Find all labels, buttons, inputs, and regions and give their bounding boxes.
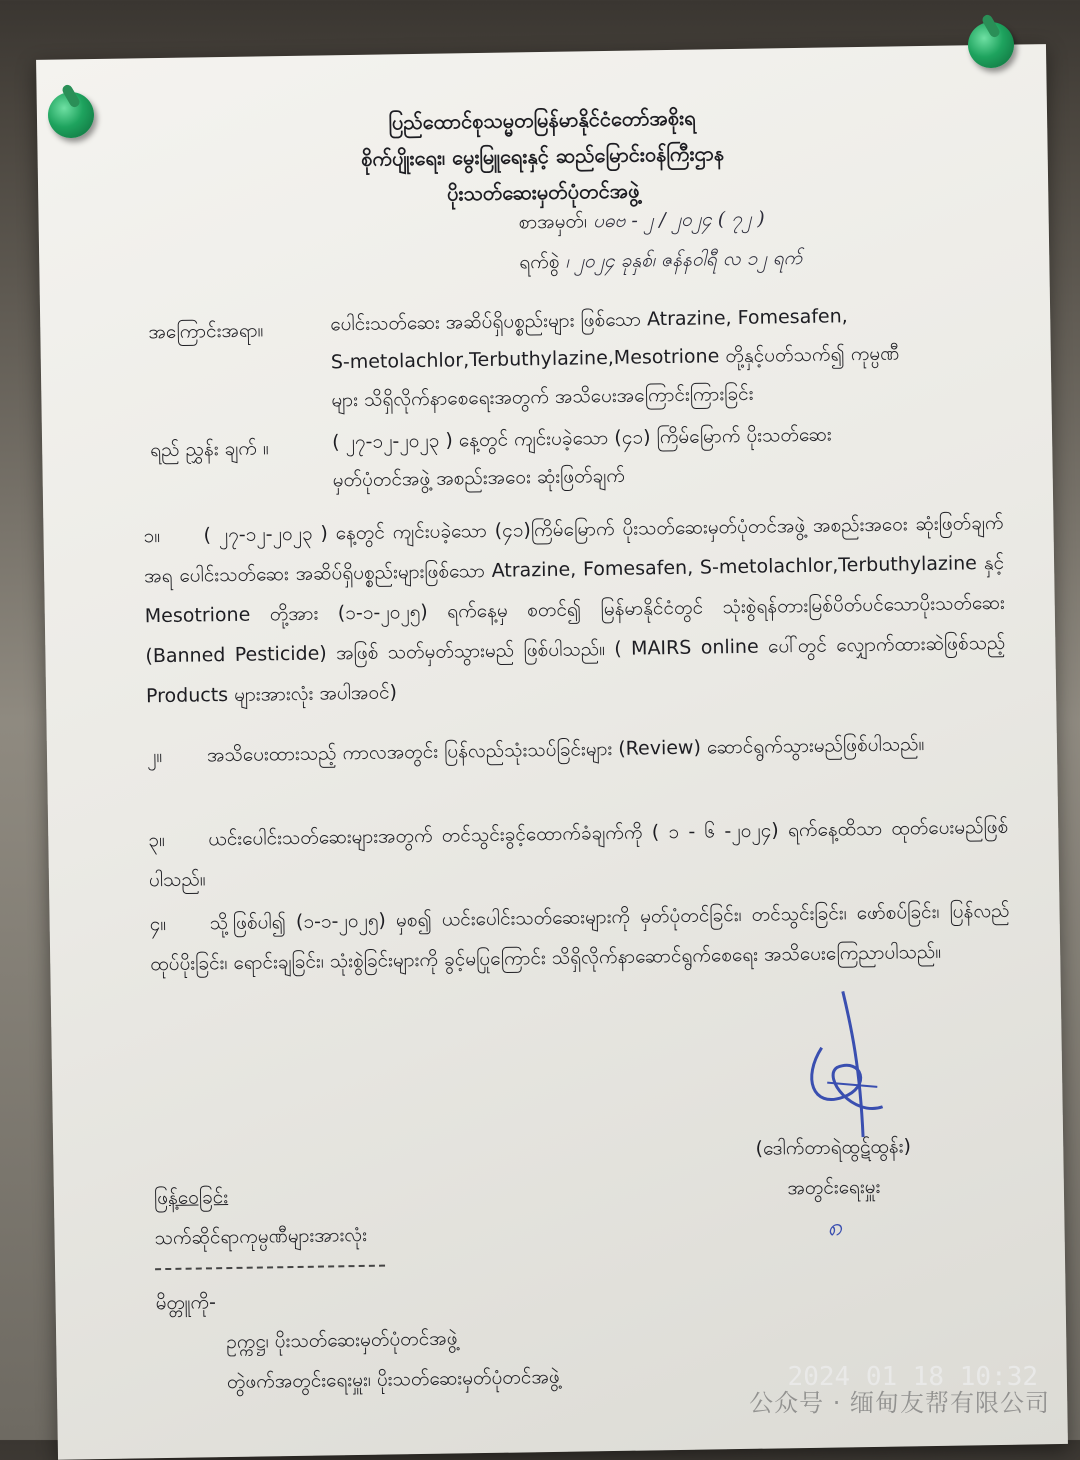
reference-note-text xyxy=(332,413,1013,500)
paragraph-text: ယင်းပေါင်းသတ်ဆေးများအတွက် တင်သွင်းခွင့်ထောက်ခံချက်ကို ( ၁ - ၆ -၂၀၂၄) ရက်နေ့ထိသာ ထုတ်ပေးမည်ဖြစ်ပါသည်။ xyxy=(148,815,1009,892)
distribution-heading: ဖြန့်ဝေခြင်း xyxy=(153,1186,229,1210)
letterhead-line-government: ပြည်ထောင်စုသမ္မတမြန်မာနိုင်ငံတော်အစိုးရ xyxy=(388,105,696,135)
pushpin-icon xyxy=(48,92,94,138)
signatory-name: (ဒေါက်တာရဲထွဋ်ထွန်း) xyxy=(755,1135,912,1160)
subject-label: အကြောင်းအရာ။ xyxy=(148,319,264,344)
copy-recipient: တွဲဖက်အတွင်းရေးမှူး၊ ပိုးသတ်ဆေးမှတ်ပုံတင်အဖွဲ့ xyxy=(226,1365,560,1394)
handwritten-signature xyxy=(781,986,903,1148)
reference-note-line: မှတ်ပုံတင်အဖွဲ့ အစည်းအဝေး ဆုံးဖြတ်ချက် xyxy=(332,464,626,492)
subject-line: S-metolachlor,Terbuthylazine,Mesotrione တို့နှင့်ပတ်သက်၍ ကုမ္ပဏီ xyxy=(330,342,900,374)
subject-line: များ သိရှိလိုက်နာစေရေးအတွက် အသိပေးအကြောင်းကြားခြင်း xyxy=(331,382,754,412)
letterhead-line-ministry: စိုက်ပျိုးရေး၊ မွေးမြူရေးနှင့် ဆည်မြောင်းဝန်ကြီးဌာန xyxy=(360,141,725,171)
source-watermark: 公众号 · 缅甸友帮有限公司 xyxy=(749,1389,1050,1417)
paragraph-1 xyxy=(143,503,1006,716)
copy-recipient: ဥက္ကဋ္ဌ၊ ပိုးသတ်ဆေးမှတ်ပုံတင်အဖွဲ့ xyxy=(226,1327,458,1354)
paragraph-number: ၃။ xyxy=(148,829,165,852)
letterhead-line-board: ပိုးသတ်ဆေးမှတ်ပုံတင်အဖွဲ့ xyxy=(446,178,640,206)
letter-number-label: စာအမှတ်၊ xyxy=(518,210,588,234)
copy-heading: မိတ္တူကို- xyxy=(155,1291,217,1315)
paragraph-3 xyxy=(148,807,1009,900)
letter-number-value: ပဓဗ - ၂ / ၂၀၂၄ ( ၇၂ ) xyxy=(592,207,765,233)
letterhead xyxy=(37,94,1049,218)
paragraph-number: ၄။ xyxy=(149,912,167,936)
distribution-block xyxy=(154,1175,368,1258)
date-value: ၊ ၂၀၂၄ ခုနှစ်၊ ဇန်နဝါရီ လ ၁၂ ရက် xyxy=(565,246,803,273)
reference-note-line: ( ၂၇-၁၂-၂၀၂၃ ) နေ့တွင် ကျင်းပခဲ့သော (၄၁) ကြိမ်မြောက် ပိုးသတ်ဆေး xyxy=(331,423,832,454)
subject-line: ပေါင်းသတ်ဆေး အဆိပ်ရှိပစ္စည်းများ ဖြစ်သော Atrazine, Fomesafen, xyxy=(330,305,848,336)
paragraph-number: ၂။ xyxy=(146,745,163,768)
paragraph-number: ၁။ xyxy=(143,525,161,548)
paragraph-2 xyxy=(147,723,1008,777)
photo-timestamp: 2024 01 18 10:32 xyxy=(787,1362,1038,1392)
paragraph-4 xyxy=(149,891,1010,984)
distribution-recipient: သက်ဆိုင်ရာကုမ္ပဏီများအားလုံး xyxy=(154,1223,368,1250)
reference-note-label: ရည် ညွှန်း ချက် ။ xyxy=(150,437,269,462)
initials-mark: ၈ xyxy=(826,1212,843,1243)
paragraph-text: အသိပေးထားသည့် ကာလအတွင်း ပြန်လည်သုံးသပ်ခြင်းများ (Review) ဆောင်ရွက်သွားမည်ဖြစ်ပါသည်။ xyxy=(206,733,925,767)
reference-block xyxy=(518,198,802,282)
subject-text xyxy=(330,295,1012,420)
date-label: ရက်စွဲ xyxy=(519,250,560,274)
signatory-title: အတွင်းရေးမှူး xyxy=(787,1175,881,1200)
signature-block xyxy=(713,1126,955,1250)
paragraph-text: ( ၂၇-၁၂-၂၀၂၃ ) နေ့တွင် ကျင်းပခဲ့သော (၄၁)ကြိမ်မြောက် ပိုးသတ်ဆေးမှတ်ပုံတင်အဖွဲ့ အစည်းအဝေး ဆုံးဖြတ်ချက်အရ ပေါင်းသတ်ဆေး အဆိပ်ရှိပစ္စည်းများဖြစ်သော Atrazine, Fomesafen, S-metolachlor,Terbuthylazine နှင့် Mesotrione တို့အား (၁-၁-၂၀၂၅) ရက်နေ့မှ စတင်၍ မြန်မာနိုင်ငံတွင် သုံးစွဲရန်တားမြစ်ပိတ်ပင်သောပိုးသတ်ဆေး (Banned Pesticide) အဖြစ် သတ်မှတ်သွားမည် ဖြစ်ပါသည်။ ( MAIRS online ပေါ်တွင် လျှောက်ထားဆဲဖြစ်သည့် Products များအားလုံး အပါအဝင်) xyxy=(144,511,1006,708)
divider xyxy=(155,1265,385,1271)
paragraph-text: သို့ဖြစ်ပါ၍ (၁-၁-၂၀၂၅) မှစ၍ ယင်းပေါင်းသတ်ဆေးများကို မှတ်ပုံတင်ခြင်း၊ တင်သွင်းခြင်း၊ ဖော်စပ်ခြင်း၊ ပြန်လည်ထုပ်ပိုးခြင်း၊ ရောင်းချခြင်း၊ သုံးစွဲခြင်းများကို ခွင့်မပြုကြောင်း သိရှိလိုက်နာဆောင်ရွက်စေရေး အသိပေးကြေညာပါသည်။ xyxy=(150,899,1010,976)
copy-block xyxy=(155,1277,560,1403)
document-paper xyxy=(36,44,1068,1460)
pushpin-icon xyxy=(968,22,1014,68)
